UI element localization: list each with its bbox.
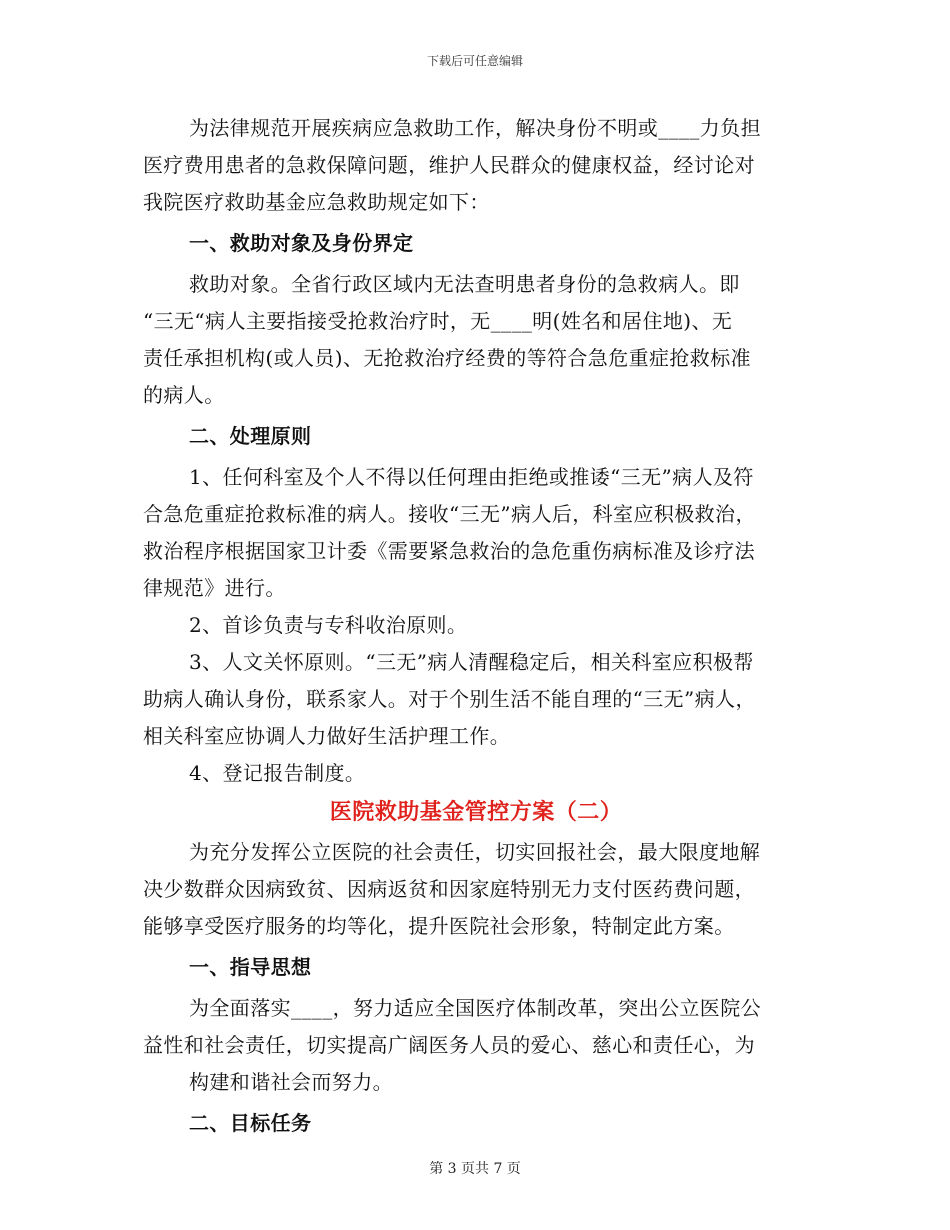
paragraph-line: 救治程序根据国家卫计委《需要紧急救治的急危重伤病标准及诊疗法: [143, 539, 755, 563]
paragraph-line: 救助对象。全省行政区域内无法查明患者身份的急救病人。即: [189, 272, 740, 296]
paragraph-line: 责任承担机构(或人员)、无抢救治疗经费的等符合急危重症抢救标准: [143, 346, 752, 370]
paragraph-line: 构建和谐社会而努力。: [189, 1070, 393, 1094]
paragraph-line: 2、首诊负责与专科收治原则。: [189, 613, 468, 637]
paragraph-line: 1、任何科室及个人不得以任何理由拒绝或推诿“三无”病人及符: [189, 465, 754, 489]
paragraph-line: 能够享受医疗服务的均等化，提升医院社会形象，特制定此方案。: [143, 914, 735, 938]
paragraph-line: 为充分发挥公立医院的社会责任，切实回报社会，最大限度地解: [189, 840, 761, 864]
paragraph-line: 助病人确认身份，联系家人。对于个别生活不能自理的“三无”病人，: [143, 687, 756, 711]
paragraph-line: 合急危重症抢救标准的病人。接收“三无”病人后，科室应积极救治，: [143, 502, 756, 526]
paragraph-line: 我院医疗救助基金应急救助规定如下：: [143, 190, 490, 214]
document-body: [143, 110, 809, 1142]
section-heading: 一、指导思想: [189, 955, 312, 979]
paragraph-line: 律规范》进行。: [143, 576, 286, 600]
section-heading: 一、救助对象及身份界定: [189, 231, 414, 255]
page-footer: 第 3 页共 7 页: [429, 1161, 521, 1177]
section-heading: 二、处理原则: [189, 424, 312, 448]
page-header: 下载后可任意编辑: [426, 54, 523, 68]
paragraph-line: 为法律规范开展疾病应急救助工作，解决身份不明或____力负担: [189, 116, 761, 140]
paragraph-line: 益性和社会责任，切实提高广阔医务人员的爱心、慈心和责任心，为: [143, 1033, 755, 1057]
paragraph-line: 相关科室应协调人力做好生活护理工作。: [143, 724, 511, 748]
section-heading: 二、目标任务: [189, 1111, 312, 1135]
paragraph-line: 4、登记报告制度。: [189, 761, 366, 785]
paragraph-line: 决少数群众因病致贫、因病返贫和因家庭特别无力支付医药费问题，: [143, 877, 755, 901]
paragraph-line: 为全面落实____，努力适应全国医疗体制改革，突出公立医院公: [189, 996, 761, 1020]
document-title: 医院救助基金管控方案（二）: [329, 800, 623, 825]
paragraph-line: “三无“病人主要指接受抢救治疗时，无____明(姓名和居住地)、无: [143, 309, 733, 333]
paragraph-line: 医疗费用患者的急救保障问题，维护人民群众的健康权益，经讨论对: [143, 153, 755, 177]
paragraph-line: 3、人文关怀原则。“三无”病人清醒稳定后，相关科室应积极帮: [189, 650, 754, 674]
paragraph-line: 的病人。: [143, 383, 225, 407]
